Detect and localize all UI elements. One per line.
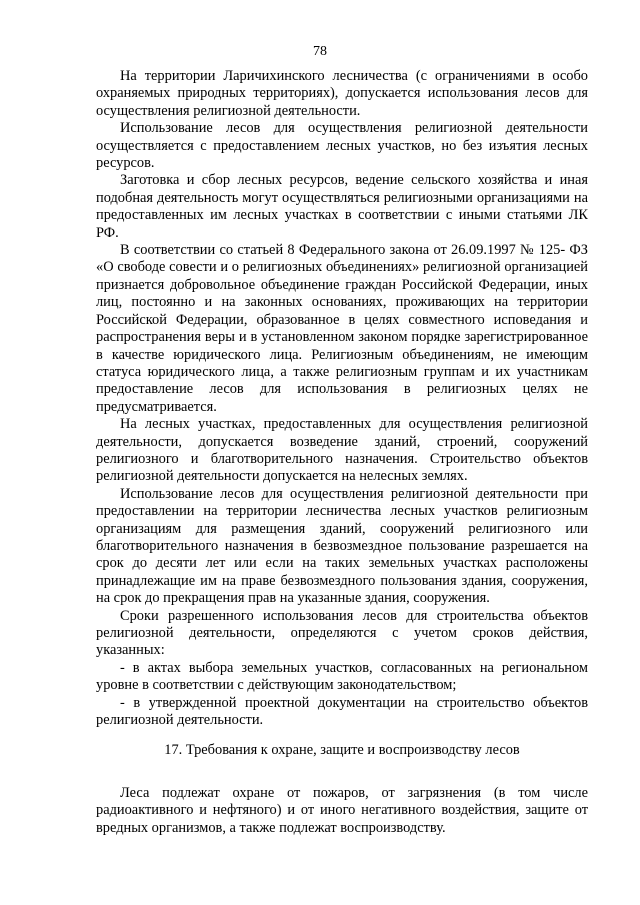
paragraph: Сроки разрешенного использования лесов для строительства объектов религиозной деятельности, определяются с учетом сроков действия, указанных: bbox=[96, 607, 588, 659]
paragraph: На территории Ларичихинского лесничества (с ограничениями в особо охраняемых природных территориях), допускается использования лесов для осуществления религиозной деятельности. bbox=[96, 68, 588, 119]
list-item: - в актах выбора земельных участков, согласованных на региональном уровне в соответствии с действующим законодательством; bbox=[96, 659, 588, 694]
list-item: - в утвержденной проектной документации на строительство объектов религиозной деятельности. bbox=[96, 694, 588, 729]
paragraph: На лесных участках, предоставленных для осуществления религиозной деятельности, допускается возведение зданий, строений, сооружений религиозного и благотворительного назначения. Строительство объектов религиозной деятельности допускается на нелесных землях. bbox=[96, 416, 588, 485]
section-heading: 17. Требования к охране, защите и воспроизводству лесов bbox=[164, 742, 520, 759]
paragraph: Заготовка и сбор лесных ресурсов, ведение сельского хозяйства и иная подобная деятельность могут осуществляться религиозными организациями на предоставленных им лесных участках в соответствии с иными статьями ЛК РФ. bbox=[96, 172, 588, 241]
page-number: 78 bbox=[313, 44, 327, 59]
document-body bbox=[96, 68, 588, 837]
paragraph: Леса подлежат охране от пожаров, от загрязнения (в том числе радиоактивного и нефтяного) и от иного негативного воздействия, защите от вредных организмов, а также подлежат воспроизводству. bbox=[96, 784, 588, 836]
paragraph: В соответствии со статьей 8 Федерального закона от 26.09.1997 № 125- ФЗ «О свободе совести и о религиозных объединениях» религиозной организацией признается добровольное объединение граждан Российской Федерации, иных лиц, постоянно и на законных основаниях, проживающих на территории Российской Федерации, образованное в целях совместного исповедания и распространения веры и в установленном законом порядке зарегистрированное в качестве юридического лица. Религиозным объединениям, не имеющим статуса юридического лица, а также религиозным группам и их участникам предоставление лесов для использования в религиозных целях не предусматривается. bbox=[96, 242, 588, 415]
paragraph: Использование лесов для осуществления религиозной деятельности при предоставлении на территории лесничества лесных участков религиозным организациям для размещения зданий, сооружений религиозного или благотворительного назначения в безвозмездное пользование разрешается на срок до десяти лет или если на таких земельных участках расположены принадлежащие им на праве безвозмездного пользования здания, сооружения, на срок до прекращения прав на указанные здания, сооружения. bbox=[96, 485, 588, 607]
paragraph: Использование лесов для осуществления религиозной деятельности осуществляется с предоставлением лесных участков, но без изъятия лесных ресурсов. bbox=[96, 120, 588, 172]
